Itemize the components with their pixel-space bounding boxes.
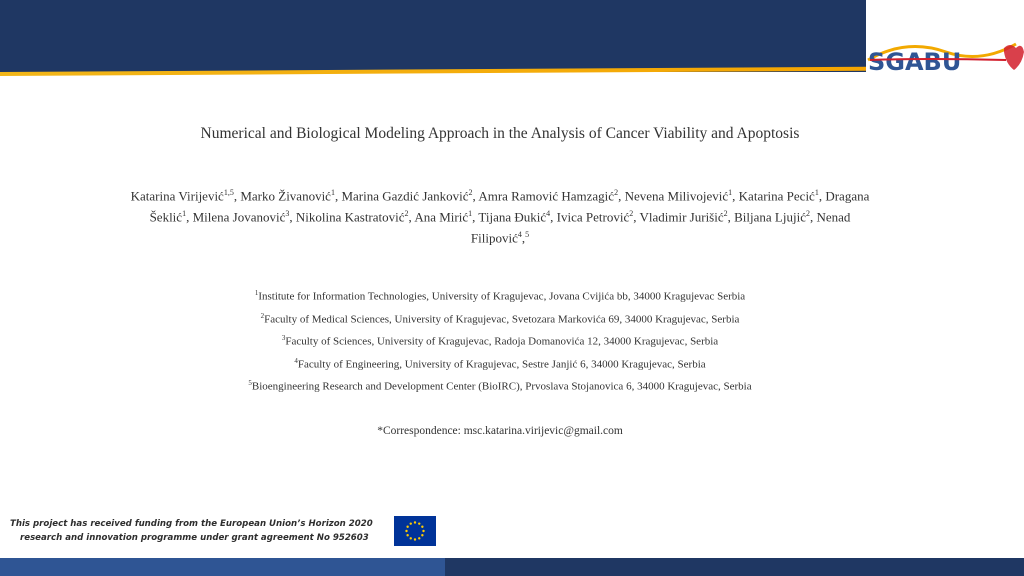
author-separator: , [550,209,557,225]
author-separator: , [618,188,625,204]
author-list: Katarina Virijević$^{1,5}$, Marko Živanović$^1$, Marina Gazdić Janković$^2$, Amra Ramović Hamzagić$^2$, Nevena Milivojević$^1$, Katarina Pecić$^1$, Dragana Šeklić$^1$, Milena Jovanović$^3$, Nikolina Kastratović$^2$, Ana Mirić$^1$, Tijana Đukić$^4$, Ivica Petrović$^2$, Vladimir Jurišić$^2$, Biljana Ljujić$^2$, Nenad Filipović$^4$,$^5$ [130,188,870,245]
funding-statement [10,518,373,545]
author-affil-sup: 1 [468,208,473,218]
affiliation-number: 2 [260,311,265,320]
affiliation-number: 1 [254,289,259,297]
sgabu-logo [866,30,1024,82]
affiliation-item [0,289,1000,312]
author-separator: , [818,188,826,204]
author-name: Dragana Šeklić [149,188,870,225]
author-separator: , [334,188,342,204]
author-affil-sup: 1 [330,188,335,197]
author-separator: , [732,188,739,204]
author-name: Katarina Pecić [738,188,815,204]
affiliation-number: 4 [294,356,298,365]
author-separator: , [472,209,479,225]
affiliation-item [0,312,1000,335]
affiliation-text: Bioengineering Research and Development Center (BioIRC), Prvoslava Stojanovica 6, 34000 Kragujevac, Serbia [251,380,752,393]
eu-flag-icon [394,516,436,546]
affiliation-list [0,289,1000,402]
author-name: Marko Živanović [240,188,331,204]
author-name: Milena Jovanović [192,209,286,225]
author-name: Vladimir Jurišić [639,209,724,225]
author-separator: , [233,188,241,204]
affiliation-item [0,334,1000,357]
author-affil-sup: 1 [182,208,187,218]
author-name: Nevena Milivojević [624,188,729,204]
author-affil-sup: 2 [629,208,634,218]
author-separator: , [809,209,817,225]
author-affil-sup: 2 [805,208,810,218]
author-affil-sup: 4 [546,208,551,218]
author-name: Tijana Đukić [478,209,547,225]
funding-line-2: research and innovation programme under grant agreement No 952603 [20,532,369,543]
logo-text: SGABU [868,48,962,76]
page-title: Numerical and Biological Modeling Approach in the Analysis of Cancer Viability and Apoptosis [200,125,800,142]
affiliation-number: 3 [281,334,286,342]
footer-bar-left [0,558,445,576]
affiliation-item [0,379,1000,402]
author-separator: , [472,188,479,204]
author-affil-sup: 2 [614,188,619,197]
affiliation-number: 5 [248,379,252,387]
affiliation-text: Faculty of Engineering, University of Kragujevac, Sestre Janjić 6, 34000 Kragujevac, Serbia [297,358,706,371]
author-name: Nenad Filipović [470,209,851,245]
author-separator: , [633,209,640,225]
author-name: Katarina Virijević [130,188,224,204]
author-name: Amra Ramović Hamzagić [478,188,615,204]
correspondence-line: *Correspondence: msc.katarina.virijevic@gmail.com [377,425,623,437]
affiliation-item [0,357,1000,380]
author-separator: , [186,209,193,225]
author-affil-sup: 3 [285,208,290,218]
author-name: Marina Gazdić Janković [341,188,469,204]
author-affil-sup: 2 [404,208,409,218]
footer-bar-right [445,558,1024,576]
author-affil-sup: 2 [723,208,728,218]
affiliation-text: Faculty of Sciences, University of Kragujevac, Radoja Domanovića 12, 34000 Kragujevac, Serbia [285,335,719,348]
funding-line-1: This project has received funding from the European Union’s Horizon 2020 [10,519,373,529]
author-affil-sup: 2 [468,188,473,197]
author-affil-sup: 1 [814,188,819,197]
header-band [0,0,866,72]
author-separator: , [408,209,415,225]
author-affil-sup: 1,5 [223,188,234,197]
author-name: Ivica Petrović [556,209,630,225]
author-name: Biljana Ljujić [734,209,806,225]
author-name: Ana Mirić [414,209,469,225]
affiliation-text: Institute for Information Technologies, University of Kragujevac, Jovana Cvijića bb, 34000 Kragujevac Serbia [258,290,746,303]
author-separator: , [289,209,296,225]
author-affil-sup: 5 [525,229,530,239]
author-affil-sup: 1 [728,188,733,197]
author-affil-sup: 4 [517,229,522,239]
author-separator: , [727,209,735,225]
affiliation-text: Faculty of Medical Sciences, University of Kragujevac, Svetozara Markovića 69, 34000 Kragujevac, Serbia [264,313,740,326]
author-name: Nikolina Kastratović [295,209,405,225]
